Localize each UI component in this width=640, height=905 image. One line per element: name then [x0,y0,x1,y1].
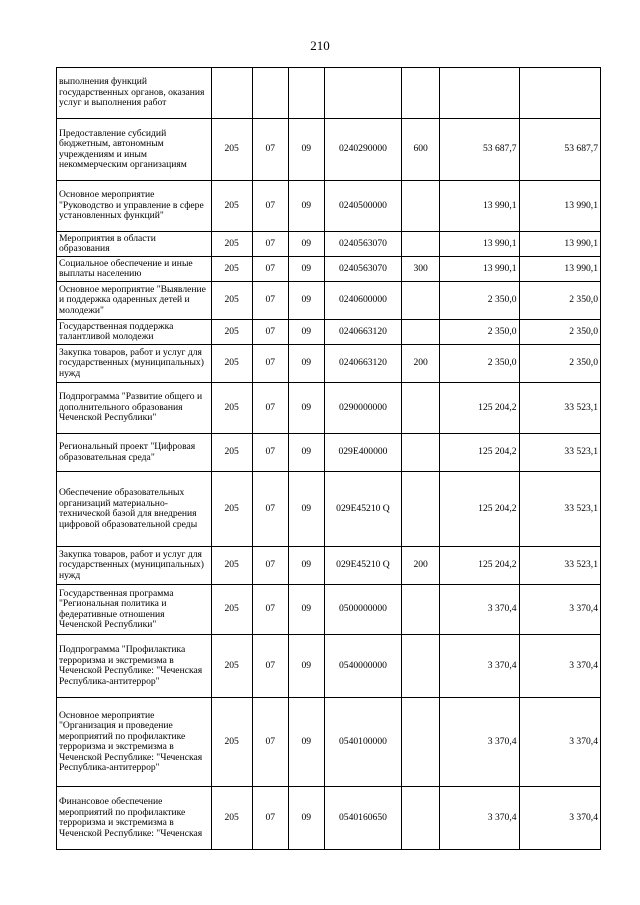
subsection-code: 09 [288,320,324,345]
subsection-code: 09 [288,181,324,232]
table-row [57,282,601,320]
amount-year-1: 3 370,4 [440,787,519,850]
expense-type [402,472,440,547]
expense-type [402,181,440,232]
page-number: 210 [310,38,330,53]
subsection-code: 09 [288,434,324,472]
section-code: 07 [252,282,288,320]
row-name: Обеспечение образовательных организаций материально-технической базой для внедрения цифровой образовательной среды [57,472,212,547]
row-name: Закупка товаров, работ и услуг для государственных (муниципальных) нужд [57,547,212,585]
expense-type: 200 [402,345,440,383]
amount-year-1: 125 204,2 [440,434,519,472]
section-code: 07 [252,434,288,472]
section-code: 07 [252,181,288,232]
subsection-code: 09 [288,547,324,585]
table-row [57,434,601,472]
amount-year-2: 33 523,1 [519,434,600,472]
table-row [57,585,601,635]
section-code: 07 [252,635,288,698]
target-article [324,68,401,119]
amount-year-1: 53 687,7 [440,119,519,181]
table-row [57,383,601,434]
target-article: 0290000000 [324,383,401,434]
section-code: 07 [252,383,288,434]
target-article: 0240290000 [324,119,401,181]
section-code: 07 [252,257,288,282]
subsection-code: 09 [288,119,324,181]
table-row [57,320,601,345]
ministry-code [211,68,252,119]
amount-year-2: 3 370,4 [519,787,600,850]
expense-type [402,232,440,257]
amount-year-1: 13 990,1 [440,257,519,282]
amount-year-1: 125 204,2 [440,547,519,585]
target-article: 029E400000 [324,434,401,472]
row-name: Закупка товаров, работ и услуг для государственных (муниципальных) нужд [57,345,212,383]
ministry-code: 205 [211,257,252,282]
amount-year-1: 3 370,4 [440,585,519,635]
amount-year-1: 2 350,0 [440,320,519,345]
section-code [252,68,288,119]
target-article: 0540160650 [324,787,401,850]
section-code: 07 [252,547,288,585]
row-name: Основное мероприятие "Выявление и поддержка одаренных детей и молодежи" [57,282,212,320]
ministry-code: 205 [211,345,252,383]
table-row [57,257,601,282]
target-article: 029E45210 Q [324,472,401,547]
expense-type: 200 [402,547,440,585]
subsection-code: 09 [288,232,324,257]
amount-year-2: 2 350,0 [519,320,600,345]
row-name: выполнения функций государственных органов, оказания услуг и выполнения работ [57,68,212,119]
expense-type [402,585,440,635]
target-article: 0540000000 [324,635,401,698]
ministry-code: 205 [211,585,252,635]
table-row [57,181,601,232]
amount-year-1: 125 204,2 [440,383,519,434]
expense-type [402,635,440,698]
ministry-code: 205 [211,547,252,585]
amount-year-1: 2 350,0 [440,282,519,320]
row-name: Государственная программа "Региональная политика и федеративные отношения Чеченской Республики" [57,585,212,635]
subsection-code: 09 [288,257,324,282]
amount-year-2: 33 523,1 [519,383,600,434]
amount-year-1: 13 990,1 [440,232,519,257]
row-name: Социальное обеспечение и иные выплаты населению [57,257,212,282]
subsection-code: 09 [288,472,324,547]
expense-type [402,698,440,787]
expense-type [402,282,440,320]
table-row [57,698,601,787]
amount-year-2: 53 687,7 [519,119,600,181]
ministry-code: 205 [211,635,252,698]
subsection-code: 09 [288,282,324,320]
amount-year-2: 13 990,1 [519,257,600,282]
ministry-code: 205 [211,282,252,320]
target-article: 0540100000 [324,698,401,787]
ministry-code: 205 [211,434,252,472]
section-code: 07 [252,472,288,547]
target-article: 0240500000 [324,181,401,232]
budget-table [56,67,601,850]
row-name: Предоставление субсидий бюджетным, автономным учреждениям и иным некоммерческим организациям [57,119,212,181]
target-article: 0240663120 [324,345,401,383]
row-name: Финансовое обеспечение мероприятий по профилактике терроризма и экстремизма в Чеченской Республике: "Чеченская [57,787,212,850]
row-name: Подпрограмма "Развитие общего и дополнительного образования Чеченской Республики" [57,383,212,434]
row-name: Основное мероприятие "Организация и проведение мероприятий по профилактике терроризма и экстремизма в Чеченской Республике: "Чеченская Республика-антитеррор" [57,698,212,787]
subsection-code: 09 [288,585,324,635]
ministry-code: 205 [211,472,252,547]
ministry-code: 205 [211,787,252,850]
expense-type [402,434,440,472]
amount-year-2: 33 523,1 [519,472,600,547]
expense-type: 600 [402,119,440,181]
target-article: 0240600000 [324,282,401,320]
expense-type [402,383,440,434]
target-article: 0240563070 [324,257,401,282]
amount-year-2: 3 370,4 [519,635,600,698]
table-row [57,635,601,698]
row-name: Подпрограмма "Профилактика терроризма и экстремизма в Чеченской Республике: "Чеченская Республика-антитеррор" [57,635,212,698]
amount-year-2: 2 350,0 [519,282,600,320]
target-article: 0500000000 [324,585,401,635]
table-row [57,547,601,585]
amount-year-2: 3 370,4 [519,585,600,635]
subsection-code: 09 [288,635,324,698]
amount-year-2: 33 523,1 [519,547,600,585]
table-row [57,787,601,850]
table-row [57,119,601,181]
amount-year-1: 2 350,0 [440,345,519,383]
amount-year-2: 13 990,1 [519,232,600,257]
amount-year-2: 2 350,0 [519,345,600,383]
subsection-code [288,68,324,119]
subsection-code: 09 [288,345,324,383]
ministry-code: 205 [211,119,252,181]
ministry-code: 205 [211,232,252,257]
amount-year-1: 125 204,2 [440,472,519,547]
section-code: 07 [252,320,288,345]
ministry-code: 205 [211,181,252,232]
section-code: 07 [252,345,288,383]
section-code: 07 [252,698,288,787]
table-row [57,472,601,547]
target-article: 0240663120 [324,320,401,345]
target-article: 0240563070 [324,232,401,257]
amount-year-2: 13 990,1 [519,181,600,232]
table-row [57,68,601,119]
amount-year-2: 3 370,4 [519,698,600,787]
section-code: 07 [252,585,288,635]
section-code: 07 [252,787,288,850]
amount-year-1: 13 990,1 [440,181,519,232]
ministry-code: 205 [211,383,252,434]
section-code: 07 [252,119,288,181]
row-name: Основное мероприятие "Руководство и управление в сфере установленных функций" [57,181,212,232]
amount-year-1: 3 370,4 [440,698,519,787]
subsection-code: 09 [288,787,324,850]
ministry-code: 205 [211,698,252,787]
target-article: 029E45210 Q [324,547,401,585]
amount-year-2 [519,68,600,119]
row-name: Мероприятия в области образования [57,232,212,257]
amount-year-1: 3 370,4 [440,635,519,698]
section-code: 07 [252,232,288,257]
budget-table-body [57,68,601,850]
subsection-code: 09 [288,698,324,787]
amount-year-1 [440,68,519,119]
table-row [57,232,601,257]
subsection-code: 09 [288,383,324,434]
expense-type [402,320,440,345]
expense-type [402,68,440,119]
expense-type: 300 [402,257,440,282]
table-row [57,345,601,383]
ministry-code: 205 [211,320,252,345]
row-name: Региональный проект "Цифровая образовательная среда" [57,434,212,472]
expense-type [402,787,440,850]
row-name: Государственная поддержка талантливой молодежи [57,320,212,345]
